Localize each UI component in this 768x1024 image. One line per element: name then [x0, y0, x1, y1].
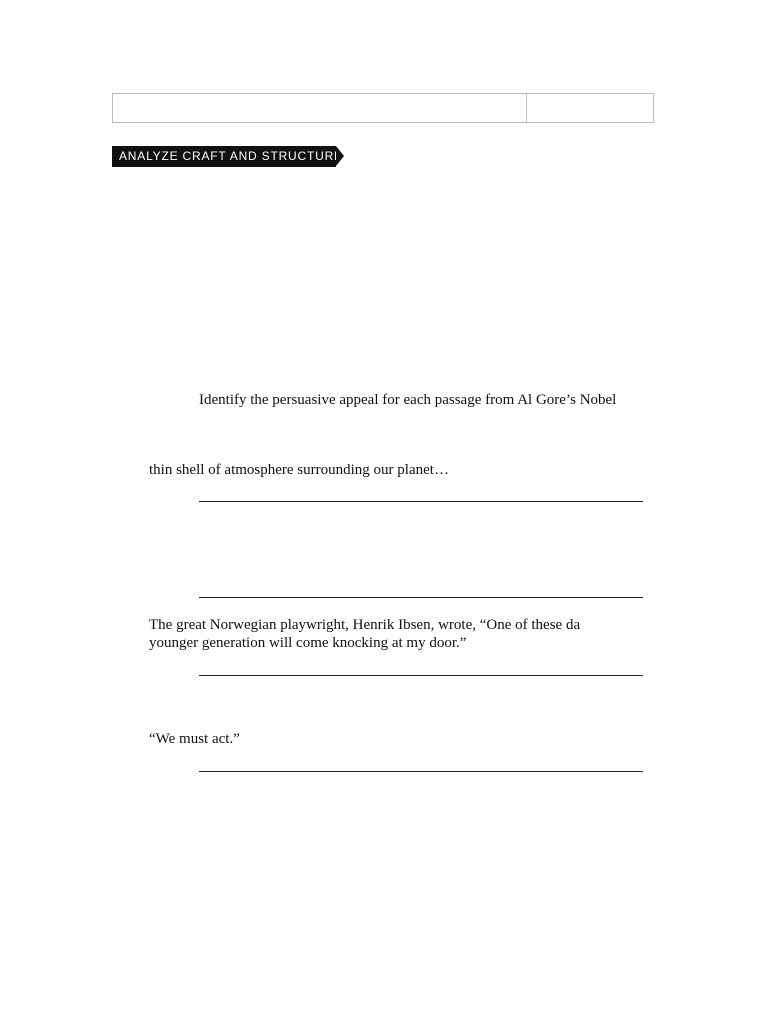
- answer-line-2[interactable]: [199, 597, 643, 598]
- instructions-text: Identify the persuasive appeal for each passage from Al Gore’s Nobel: [199, 392, 617, 408]
- passage-2-line-2: younger generation will come knocking at my door.”: [149, 635, 467, 651]
- answer-line-3[interactable]: [199, 675, 643, 676]
- name-date-box: [112, 93, 654, 123]
- name-date-divider: [526, 94, 527, 122]
- passage-2-line-1: The great Norwegian playwright, Henrik Ibsen, wrote, “One of these da: [149, 617, 581, 633]
- section-label: ANALYZE CRAFT AND STRUCTURE: [119, 149, 343, 163]
- answer-line-1[interactable]: [199, 501, 643, 502]
- passage-3-line-1: “We must act.”: [149, 731, 240, 747]
- section-banner: [112, 146, 343, 167]
- passage-1-line-1: thin shell of atmosphere surrounding our planet…: [149, 462, 449, 478]
- banner-arrow-icon: [336, 146, 344, 166]
- answer-line-4[interactable]: [199, 771, 643, 772]
